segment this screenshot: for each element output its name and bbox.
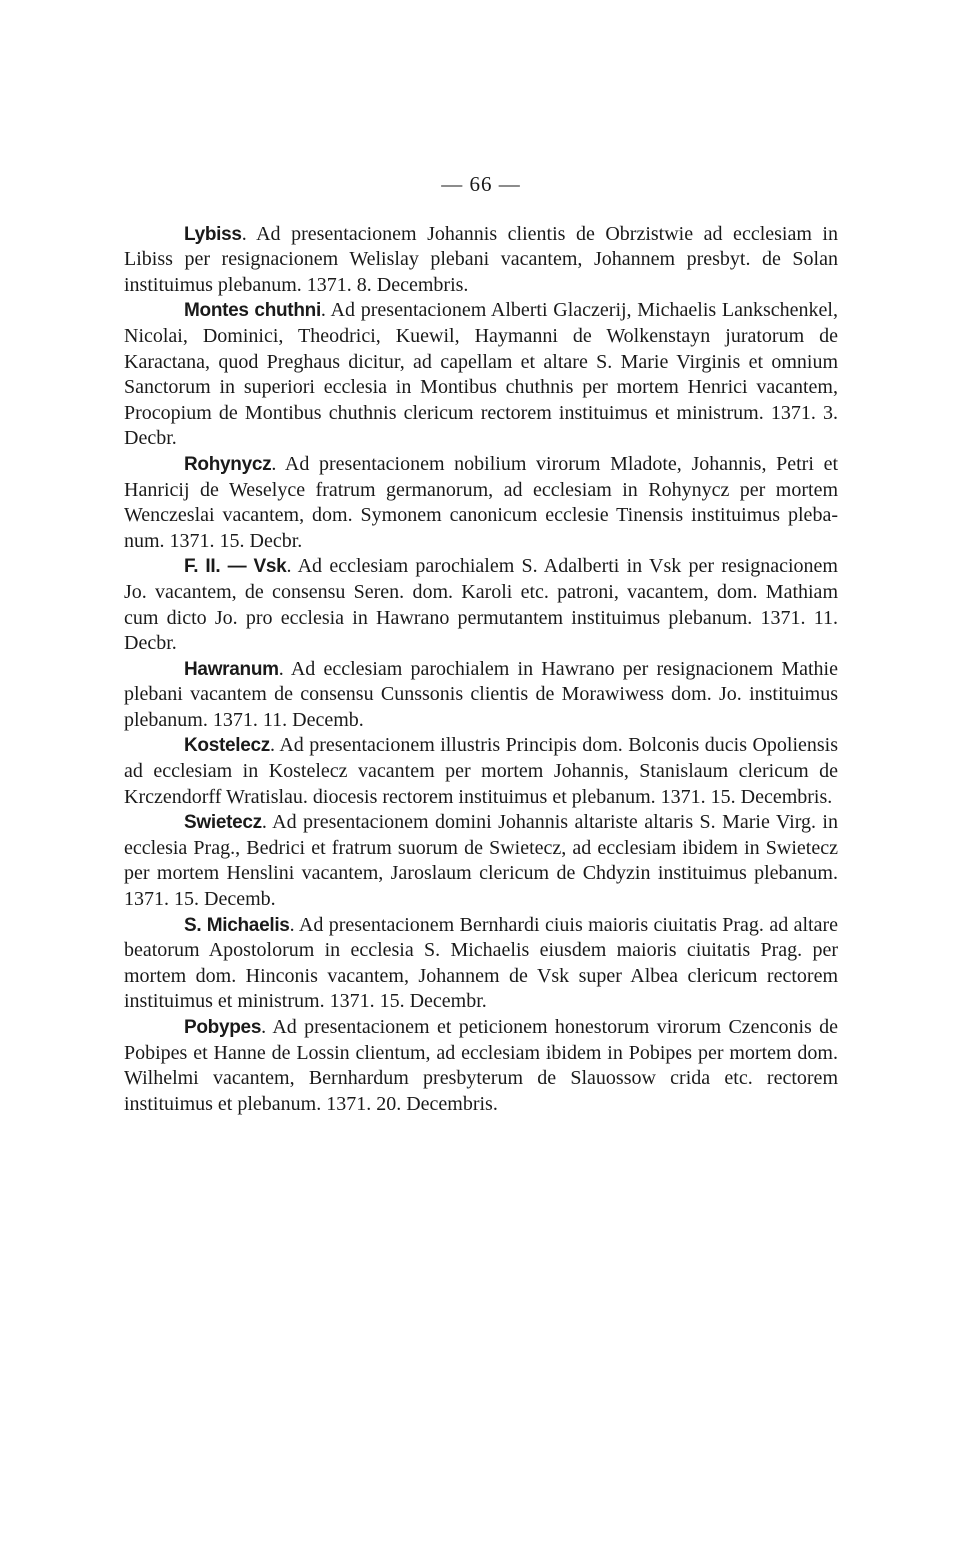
entry-kostelecz	[124, 733, 838, 810]
entry-heading: Swietecz	[184, 812, 262, 834]
entry-text: . Ad presentacionem nobilium virorum Mladote, Johannis, Petri et Hanricij de Weselyce fratrum germanorum, ad ecclesiam in Rohynycz per mortem Wenczeslai vacantem, dom. Symonem canonicum ecclesie Tinensis instituimus plebanum. 1371. 15. Decbr.	[124, 452, 838, 552]
entry-heading: Pobypes	[184, 1017, 262, 1038]
entry-text: . Ad presentacionem domini Johannis altariste altaris S. Marie Virg. in ecclesia Prag., Bedrici et fratrum suorum de Swietecz, ad ecclesiam ibidem in Swietecz per mortem Henslini vacantem, Jaroslaum clericum de Chdyzin instituimus plebanum. 1371. 15. Decemb.	[124, 811, 838, 911]
entry-vsk	[124, 554, 838, 656]
document-page	[124, 172, 838, 1117]
entry-s-michaelis	[124, 913, 838, 1015]
entry-text: . Ad ecclesiam parochialem S. Adalberti in Vsk per resignacionem Jo. vacantem, de consensu Seren. dom. Karoli etc. patroni, vacantem, dom. Mathiam cum dicto Jo. pro ecclesia in Hawrano permutantem instituimus plebanum. 1371. 11. Decbr.	[124, 555, 838, 655]
entry-swietecz	[124, 810, 838, 912]
entry-text: . Ad presentacionem illustris Principis dom. Bolconis ducis Opoliensis ad ecclesiam in Kostelecz vacantem per mortem Johannis, Stanislaum clericum de Krczendorff Wratislau. diocesis rectorem instituimus et plebanum. 1371. 15. Decembris.	[124, 734, 838, 808]
entry-lybiss	[124, 222, 838, 299]
entry-heading: F. II. — Vsk	[184, 556, 287, 578]
entry-text: . Ad presentacionem Johannis clientis de Obrzistwie ad ecclesiam in Libiss per resignacionem Welislay plebani vacantem, Johannem presbyt. de Solan instituimus plebanum. 1371. 8. Decembris.	[124, 222, 838, 296]
entry-montes-chuthni	[124, 298, 838, 452]
page-number: — 66 —	[441, 172, 521, 196]
entry-hawranum	[124, 657, 838, 734]
entry-text: . Ad presentacionem Alberti Glaczerij, Michaelis Lankschenkel, Nicolai, Dominici, Theodrici, Kuewil, Haymanni de Wolkenstayn juratorum de Karactana, quod Preghaus dicitur, ad capellam et altare S. Marie Virginis et omnium Sanctorum in superiori ecclesia in Montibus chuthnis per mortem Henrici vacantem, Procopium de Montibus chuthnis clericum rectorem instituimus et ministrum. 1371. 3. Decbr.	[124, 299, 838, 450]
entry-heading: Lybiss	[184, 223, 242, 245]
entry-heading: Kostelecz	[184, 735, 271, 757]
entry-heading: Hawranum	[184, 658, 279, 680]
entry-heading: Montes chuthni	[184, 300, 321, 322]
entry-text: . Ad ecclesiam parochialem in Hawrano per resignacionem Mathie plebani vacantem de consensu Cunssonis clientis de Morawiwess dom. Jo. instituimus plebanum. 1371. 11. Decemb.	[124, 657, 838, 731]
entry-heading: Rohynycz	[184, 453, 272, 475]
entry-pobypes	[124, 1015, 838, 1117]
entry-rohynycz	[124, 452, 838, 554]
entry-heading: S. Michaelis	[184, 914, 290, 936]
entry-text: . Ad presentacionem Bernhardi ciuis maioris ciuitatis Prag. ad altare beatorum Apostolorum in ecclesia S. Michaelis eiusdem maioris ciuitatis Prag. per mortem dom. Hinconis vacantem, Johannem de Vsk super Albea clericum rectorem instituimus et ministrum. 1371. 15. Decembr.	[124, 913, 838, 1013]
entry-text: . Ad presentacionem et peticionem honestorum virorum Czenconis de Pobipes et Hanne de Lossin clientum, ad ecclesiam ibidem in Pobipes per mortem dom. Wilhelmi vacantem, Bernhardum presbyterum de Slauossow crida etc. rectorem instituimus et plebanum. 1371. 20. Decembris.	[124, 1016, 838, 1115]
